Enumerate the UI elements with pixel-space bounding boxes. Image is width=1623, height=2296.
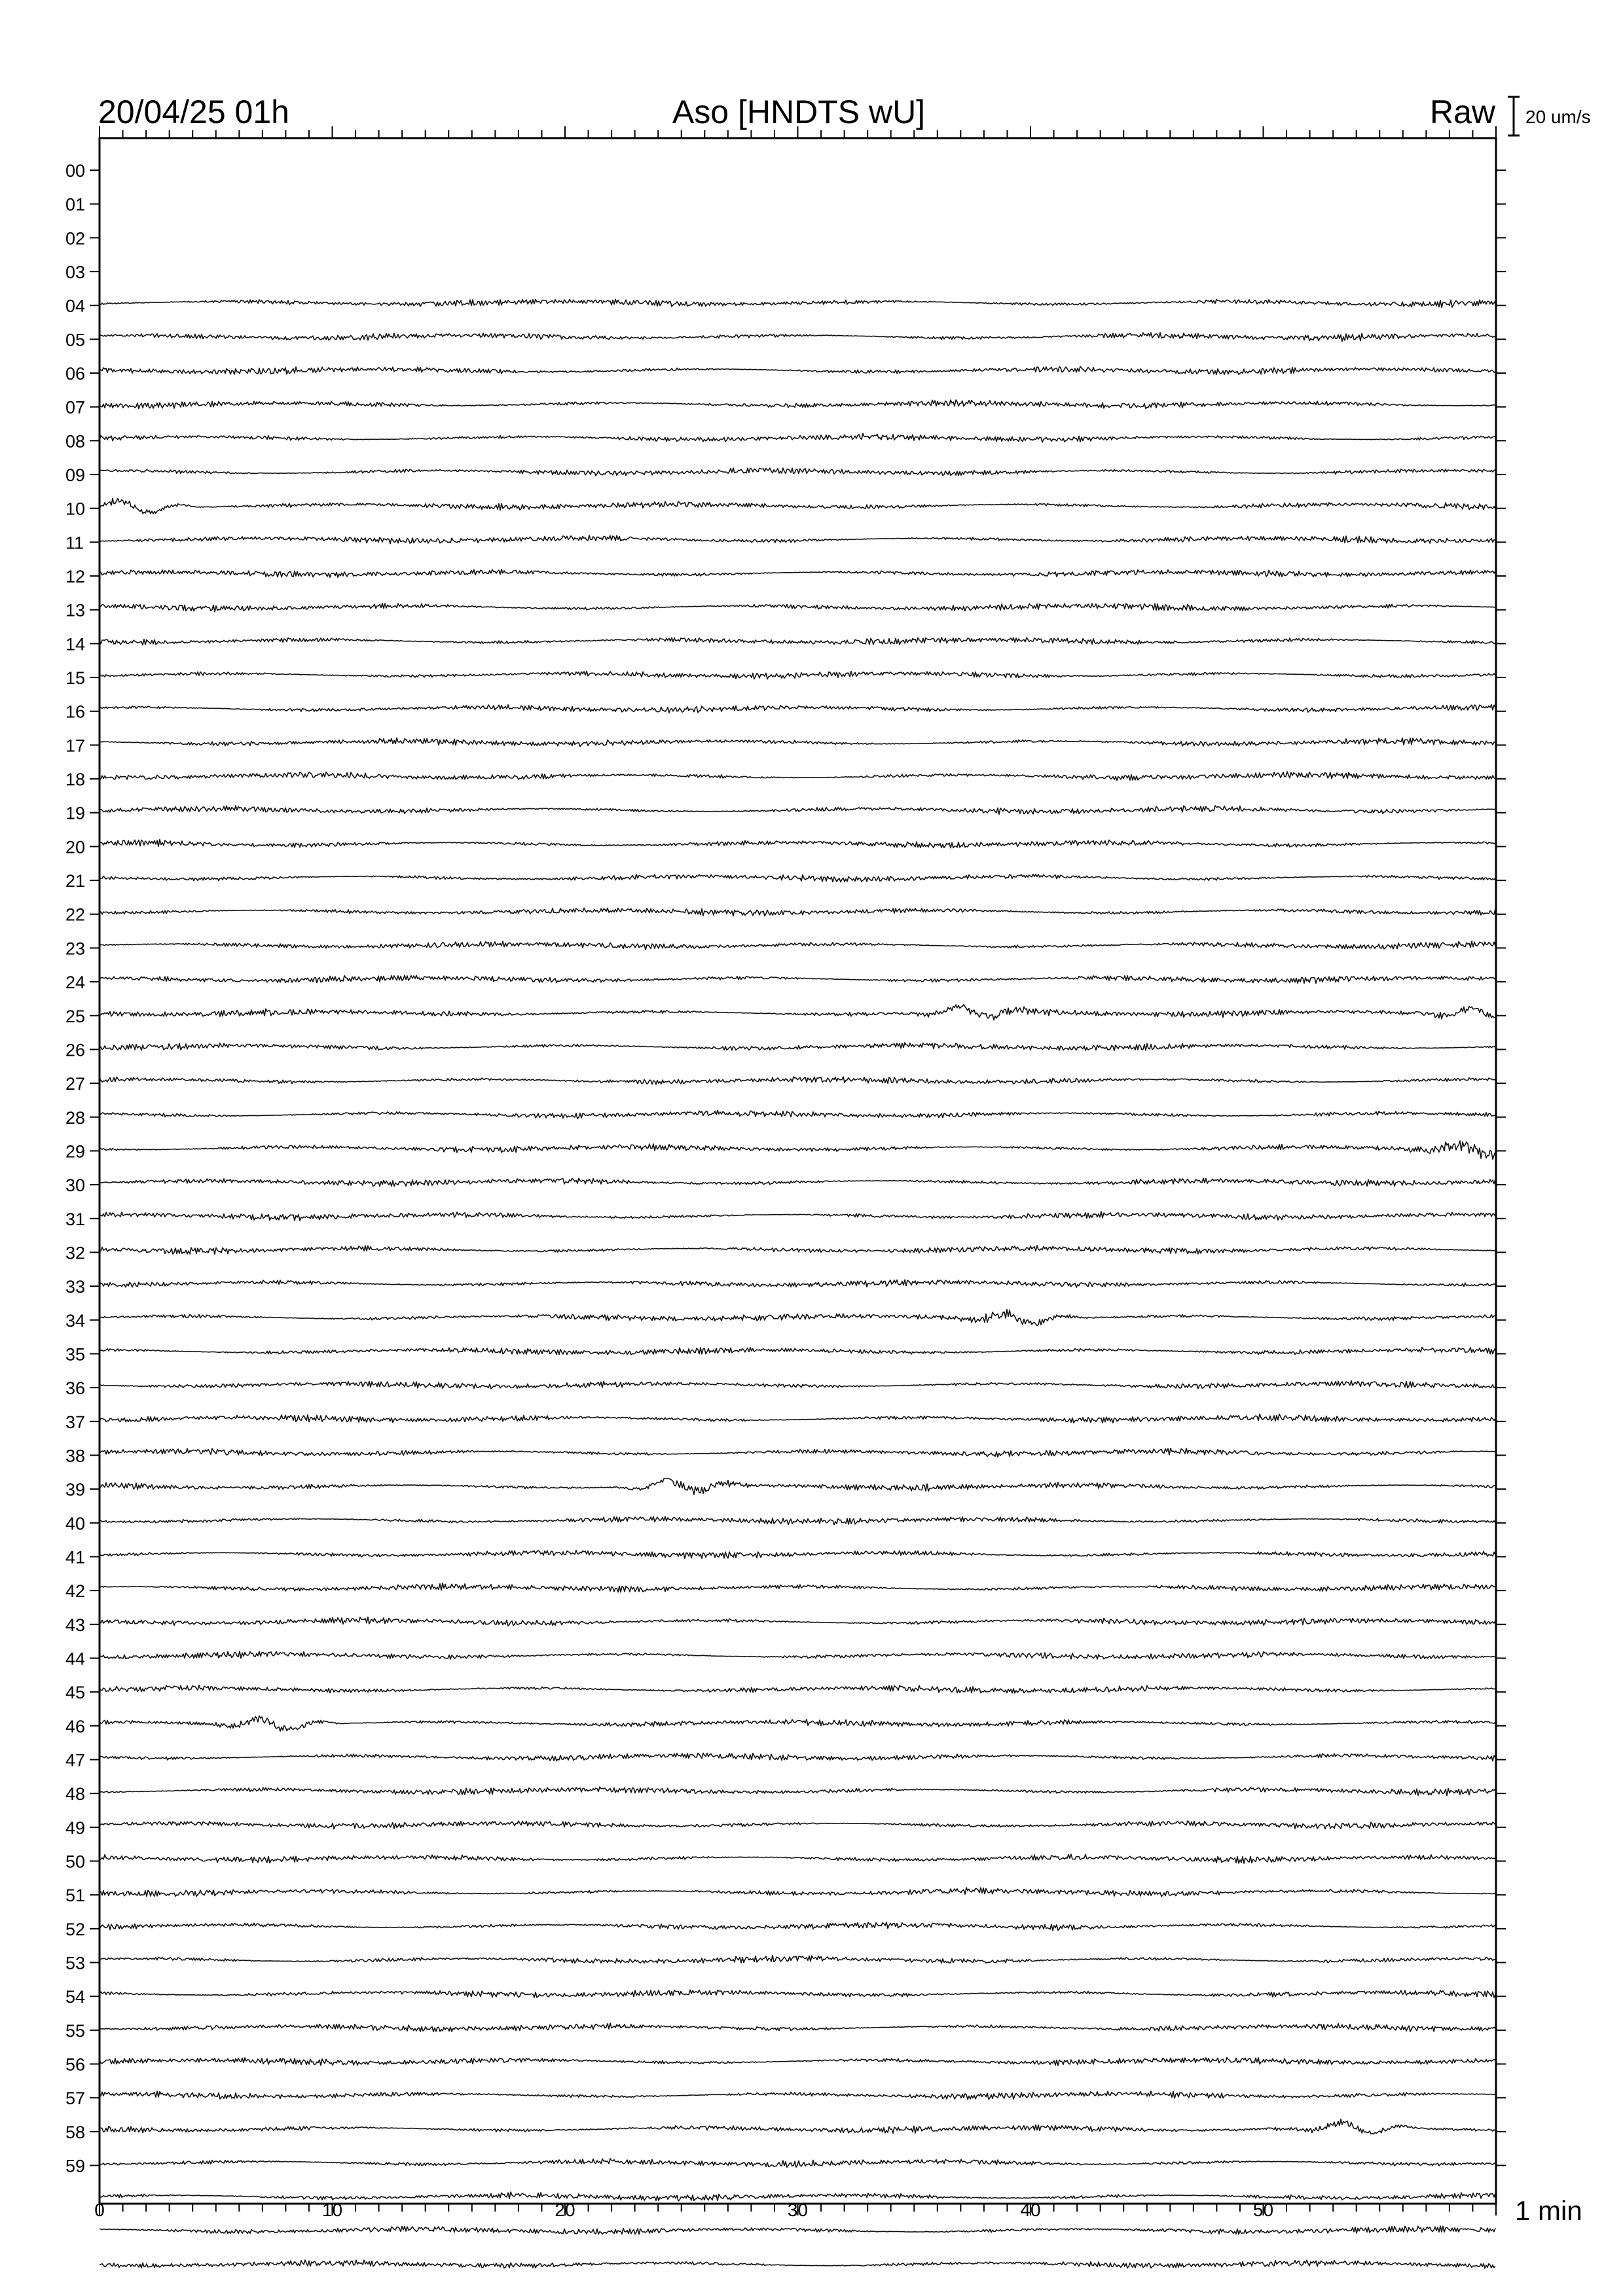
trace-row xyxy=(100,908,1495,916)
row-label: 13 xyxy=(65,600,86,620)
x-tick-label: 10 xyxy=(321,2200,343,2220)
time-unit-label: 1 min xyxy=(1515,2195,1582,2226)
trace-row xyxy=(100,1821,1495,1829)
row-label: 27 xyxy=(65,1074,86,1094)
trace-row xyxy=(100,2091,1495,2100)
trace-row xyxy=(100,1551,1495,1559)
trace-row xyxy=(100,1348,1495,1355)
row-label: 53 xyxy=(65,1953,86,1973)
trace-row xyxy=(100,1617,1495,1626)
row-label: 19 xyxy=(65,803,86,823)
row-label: 56 xyxy=(65,2054,86,2075)
row-label: 36 xyxy=(65,1378,86,1399)
trace-row xyxy=(100,499,1495,514)
row-labels xyxy=(65,161,1506,2176)
row-label: 48 xyxy=(65,1784,86,1804)
row-label: 08 xyxy=(65,431,86,452)
trace-row xyxy=(100,772,1495,780)
row-label: 34 xyxy=(65,1310,86,1331)
row-label: 00 xyxy=(65,161,86,181)
trace-row xyxy=(100,332,1495,342)
trace-row xyxy=(100,1955,1495,1963)
row-label: 01 xyxy=(65,194,86,215)
trace-row xyxy=(100,2159,1495,2167)
trace-row xyxy=(100,738,1495,746)
row-label: 05 xyxy=(65,330,86,350)
trace-row xyxy=(100,603,1495,612)
row-label: 17 xyxy=(65,736,86,756)
trace-row xyxy=(100,1583,1495,1592)
trace-row xyxy=(100,433,1495,442)
row-label: 35 xyxy=(65,1344,86,1365)
row-label: 30 xyxy=(65,1175,86,1196)
trace-row xyxy=(100,1005,1495,1020)
trace-row xyxy=(100,806,1495,814)
trace-row xyxy=(100,2260,1495,2269)
row-label: 20 xyxy=(65,837,86,857)
row-label: 16 xyxy=(65,702,86,722)
trace-row xyxy=(100,2023,1495,2032)
trace-row xyxy=(100,1178,1495,1187)
trace-row xyxy=(100,2058,1495,2066)
trace-row xyxy=(100,468,1495,476)
row-label: 25 xyxy=(65,1006,86,1026)
trace-row xyxy=(100,1246,1495,1254)
row-label: 26 xyxy=(65,1040,86,1060)
row-label: 40 xyxy=(65,1513,86,1534)
trace-row xyxy=(100,2226,1495,2234)
trace-row xyxy=(100,299,1495,308)
trace-row xyxy=(100,2119,1495,2134)
trace-row xyxy=(100,1381,1495,1389)
row-label: 55 xyxy=(65,2020,86,2041)
row-label: 29 xyxy=(65,1141,86,1162)
trace-row xyxy=(100,1685,1495,1693)
trace-row xyxy=(100,1414,1495,1424)
trace-row xyxy=(100,1479,1495,1494)
row-label: 11 xyxy=(65,533,84,553)
x-tick-label: 0 xyxy=(94,2200,105,2220)
trace-row xyxy=(100,704,1495,713)
row-label: 54 xyxy=(65,1987,86,2007)
row-label: 43 xyxy=(65,1615,86,1635)
row-label: 14 xyxy=(65,634,86,655)
trace-row xyxy=(100,569,1495,577)
minute-ticks xyxy=(100,126,1496,2215)
row-label: 07 xyxy=(65,397,86,418)
row-label: 52 xyxy=(65,1919,86,1939)
row-label: 51 xyxy=(65,1886,86,1906)
trace-row xyxy=(100,671,1495,679)
row-label: 32 xyxy=(65,1243,86,1263)
trace-row xyxy=(100,1111,1495,1119)
row-label: 59 xyxy=(65,2156,86,2176)
row-label: 18 xyxy=(65,770,86,790)
row-label: 15 xyxy=(65,668,86,689)
row-label: 45 xyxy=(65,1683,86,1703)
row-label: 02 xyxy=(65,228,86,249)
row-label: 22 xyxy=(65,905,86,925)
trace-row xyxy=(100,975,1495,983)
trace-row xyxy=(100,1448,1495,1458)
trace-row xyxy=(100,1888,1495,1897)
row-label: 28 xyxy=(65,1107,86,1128)
row-label: 38 xyxy=(65,1446,86,1466)
header-mode: Raw xyxy=(1429,94,1495,130)
seismic-traces xyxy=(100,299,1495,2268)
row-label: 33 xyxy=(65,1277,86,1297)
header-datetime: 20/04/25 01h xyxy=(98,94,289,130)
x-tick-label: 20 xyxy=(555,2200,575,2220)
row-label: 42 xyxy=(65,1581,86,1602)
trace-row xyxy=(100,1280,1495,1287)
row-label: 31 xyxy=(65,1209,86,1229)
row-label: 58 xyxy=(65,2122,86,2142)
trace-row xyxy=(100,1716,1495,1732)
scale-label: 20 um/s xyxy=(1525,107,1591,127)
row-label: 10 xyxy=(65,499,86,519)
scale-bar xyxy=(1508,97,1520,135)
row-label: 09 xyxy=(65,465,86,486)
row-label: 21 xyxy=(65,871,86,891)
trace-row xyxy=(100,1516,1495,1524)
row-label: 06 xyxy=(65,364,86,384)
x-tick-label: 50 xyxy=(1252,2200,1274,2220)
row-label: 04 xyxy=(65,296,86,316)
row-label: 49 xyxy=(65,1818,86,1838)
trace-row xyxy=(100,1753,1495,1761)
trace-row xyxy=(100,1211,1495,1221)
trace-row xyxy=(100,941,1495,950)
row-label: 03 xyxy=(65,262,86,283)
trace-row xyxy=(100,1651,1495,1659)
row-label: 46 xyxy=(65,1716,86,1736)
row-label: 39 xyxy=(65,1480,86,1500)
trace-row xyxy=(100,637,1495,645)
x-tick-label: 30 xyxy=(787,2200,809,2220)
row-label: 57 xyxy=(65,2089,86,2109)
trace-row xyxy=(100,1787,1495,1796)
trace-row xyxy=(100,840,1495,848)
row-label: 47 xyxy=(65,1750,86,1770)
trace-row xyxy=(100,400,1495,408)
header-station: Aso [HNDTS wU] xyxy=(672,94,926,130)
row-label: 24 xyxy=(65,973,86,993)
trace-row xyxy=(100,535,1495,544)
trace-row xyxy=(100,1141,1495,1159)
trace-row xyxy=(100,1043,1495,1050)
trace-row xyxy=(100,1990,1495,1998)
row-label: 44 xyxy=(65,1649,86,1669)
row-label: 37 xyxy=(65,1412,86,1432)
row-label: 12 xyxy=(65,567,86,587)
trace-row xyxy=(100,1854,1495,1863)
trace-row xyxy=(100,1310,1495,1326)
row-label: 50 xyxy=(65,1852,86,1872)
row-label: 41 xyxy=(65,1547,86,1568)
trace-row xyxy=(100,1077,1495,1085)
trace-row xyxy=(100,874,1495,882)
trace-row xyxy=(100,367,1495,374)
trace-row xyxy=(100,1922,1495,1931)
row-label: 23 xyxy=(65,939,86,959)
x-tick-label: 40 xyxy=(1020,2200,1041,2220)
